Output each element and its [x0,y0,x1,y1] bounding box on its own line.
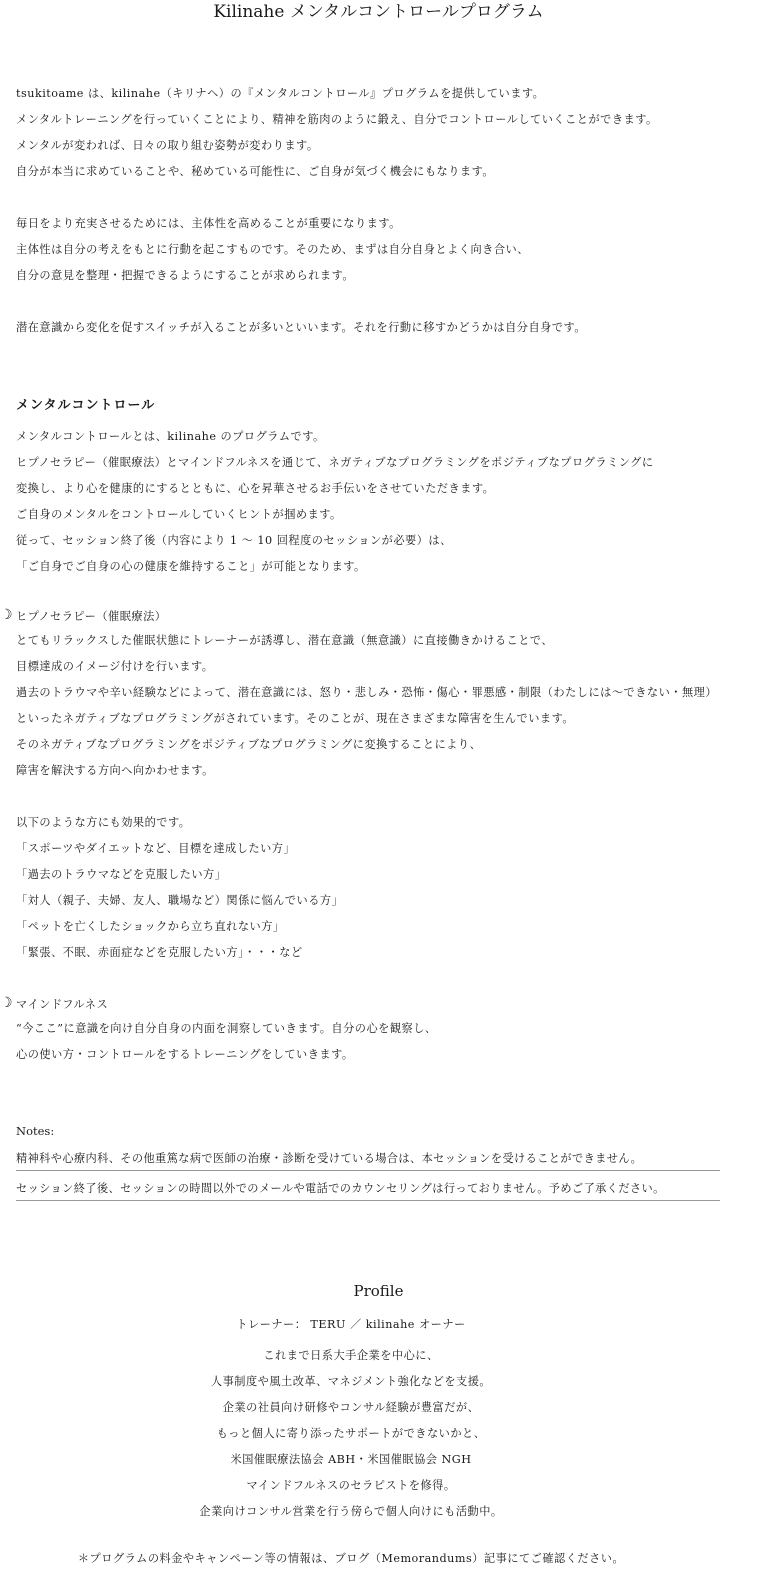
note-item: セッション終了後、セッションの時間以外でのメールや電話でのカウンセリングは行っておりません。予めご了承ください。 [16,1180,720,1201]
text-line: マインドフルネスのセラピストを修得。 [246,1479,456,1492]
text-line: 主体性は自分の考えをもとに行動を起こすものです。そのため、まずは自分自身とよく向き合い、 [16,243,529,256]
text-line: “今ここ”に意識を向け自分自身の内面を洞察していきます。自分の心を観察し、 [16,1022,437,1035]
text-line: 企業向けコンサル営業を行う傍らで個人向けにも活動中。 [199,1505,503,1518]
section-heading: メンタルコントロール [16,398,156,413]
crescent-moon-icon: ☽ [0,995,13,1011]
text-line: ご自身のメンタルをコントロールしていくヒントが掴めます。 [16,508,342,521]
text-line: もっと個人に寄り添ったサポートができないかと、 [216,1427,486,1440]
mindfulness-body [16,1016,437,1068]
text-line: 企業の社員向け研修やコンサル経験が豊富だが、 [222,1401,480,1414]
text-line [16,289,658,315]
text-line: 心の使い方・コントロールをするトレーニングをしていきます。 [16,1048,354,1061]
text-line: これまで日系大手企業を中心に、 [263,1349,439,1362]
text-line: メンタルが変われば、日々の取り組む姿勢が変わります。 [16,139,319,152]
profile-body [0,1343,702,1525]
note-item: 精神科や心療内科、その他重篤な病で医師の治療・診断を受けている場合は、本セッションを受けることができません。 [16,1150,720,1171]
text-line: 以下のような方にも効果的です。 [16,816,191,829]
text-line: 自分の意見を整理・把握できるようにすることが求められます。 [16,269,355,282]
text-line: 過去のトラウマや辛い経験などによって、潜在意識には、怒り・悲しみ・恐怖・傷心・罪悪感・制限（わたしには〜できない・無理） [16,686,718,699]
text-line: 「緊張、不眠、赤面症などを克服したい方」・・・など [16,946,303,959]
text-line: 自分が本当に求めていることや、秘めている可能性に、ご自身が気づく機会にもなります。 [16,165,495,178]
hypnotherapy-body [16,628,717,966]
text-line [16,185,658,211]
text-line: 「対人（親子、夫婦、友人、職場など）関係に悩んでいる方」 [16,894,344,907]
text-line: 「スポーツやダイエットなど、目標を達成したい方」 [16,842,296,855]
text-line: 障害を解決する方向へ向かわせます。 [16,764,214,777]
mindfulness-heading: マインドフルネス [16,998,109,1011]
text-line: ヒプノセラピー（催眠療法）とマインドフルネスを通じて、ネガティブなプログラミングをポジティブなプログラミングに [16,456,654,469]
text-line: 「ご自身でご自身の心の健康を維持すること」が可能となります。 [16,560,366,573]
text-line: そのネガティブなプログラミングをポジティブなプログラミングに変換することにより、 [16,738,482,751]
intro-text [16,81,658,341]
text-line [16,784,717,810]
text-line: 毎日をより充実させるためには、主体性を高めることが重要になります。 [16,217,401,230]
text-line: メンタルトレーニングを行っていくことにより、精神を筋肉のように鍛え、自分でコントロールしていくことができます。 [16,113,658,126]
text-line: 人事制度や風土改革、マネジメント強化などを支援。 [210,1375,492,1388]
footer-note: ＊プログラムの料金やキャンペーン等の情報は、ブログ（Memorandums）記事にてご確認ください。 [77,1552,625,1565]
text-line: 「過去のトラウマなどを克服したい方」 [16,868,227,881]
text-line: とてもリラックスした催眠状態にトレーナーが誘導し、潜在意識（無意識）に直接働きかけることで、 [16,634,554,647]
text-line: 目標達成のイメージ付けを行います。 [16,660,214,673]
text-line: といったネガティブなプログラミングがされています。そのことが、現在さまざまな障害を生んでいます。 [16,712,575,725]
hypnotherapy-heading: ヒプノセラピー（催眠療法） [16,610,167,623]
text-line: 変換し、より心を健康的にするとともに、心を昇華させるお手伝いをさせていただきます。 [16,482,495,495]
page-title: Kilinahe メンタルコントロールプログラム [213,2,544,22]
profile-title: Profile [353,1282,404,1300]
notes-label: Notes: [16,1124,55,1138]
text-line: 従って、セッション終了後（内容により 1 〜 10 回程度のセッションが必要）は、 [16,534,452,547]
crescent-moon-icon: ☽ [0,607,13,623]
text-line: 米国催眠療法協会 ABH・米国催眠協会 NGH [230,1453,472,1466]
text-line: 「ペットを亡くしたショックから立ち直れない方」 [16,920,285,933]
text-line: メンタルコントロールとは、kilinahe のプログラムです。 [16,430,325,443]
text-line: tsukitoame は、kilinahe（キリナヘ）の『メンタルコントロール』プログラムを提供しています。 [16,87,545,100]
text-line: 潜在意識から変化を促すスイッチが入ることが多いといいます。それを行動に移すかどうかは自分自身です。 [16,321,587,334]
trainer-name: トレーナー： TERU ／ kilinahe オーナー [236,1318,466,1331]
section-body [16,424,654,580]
